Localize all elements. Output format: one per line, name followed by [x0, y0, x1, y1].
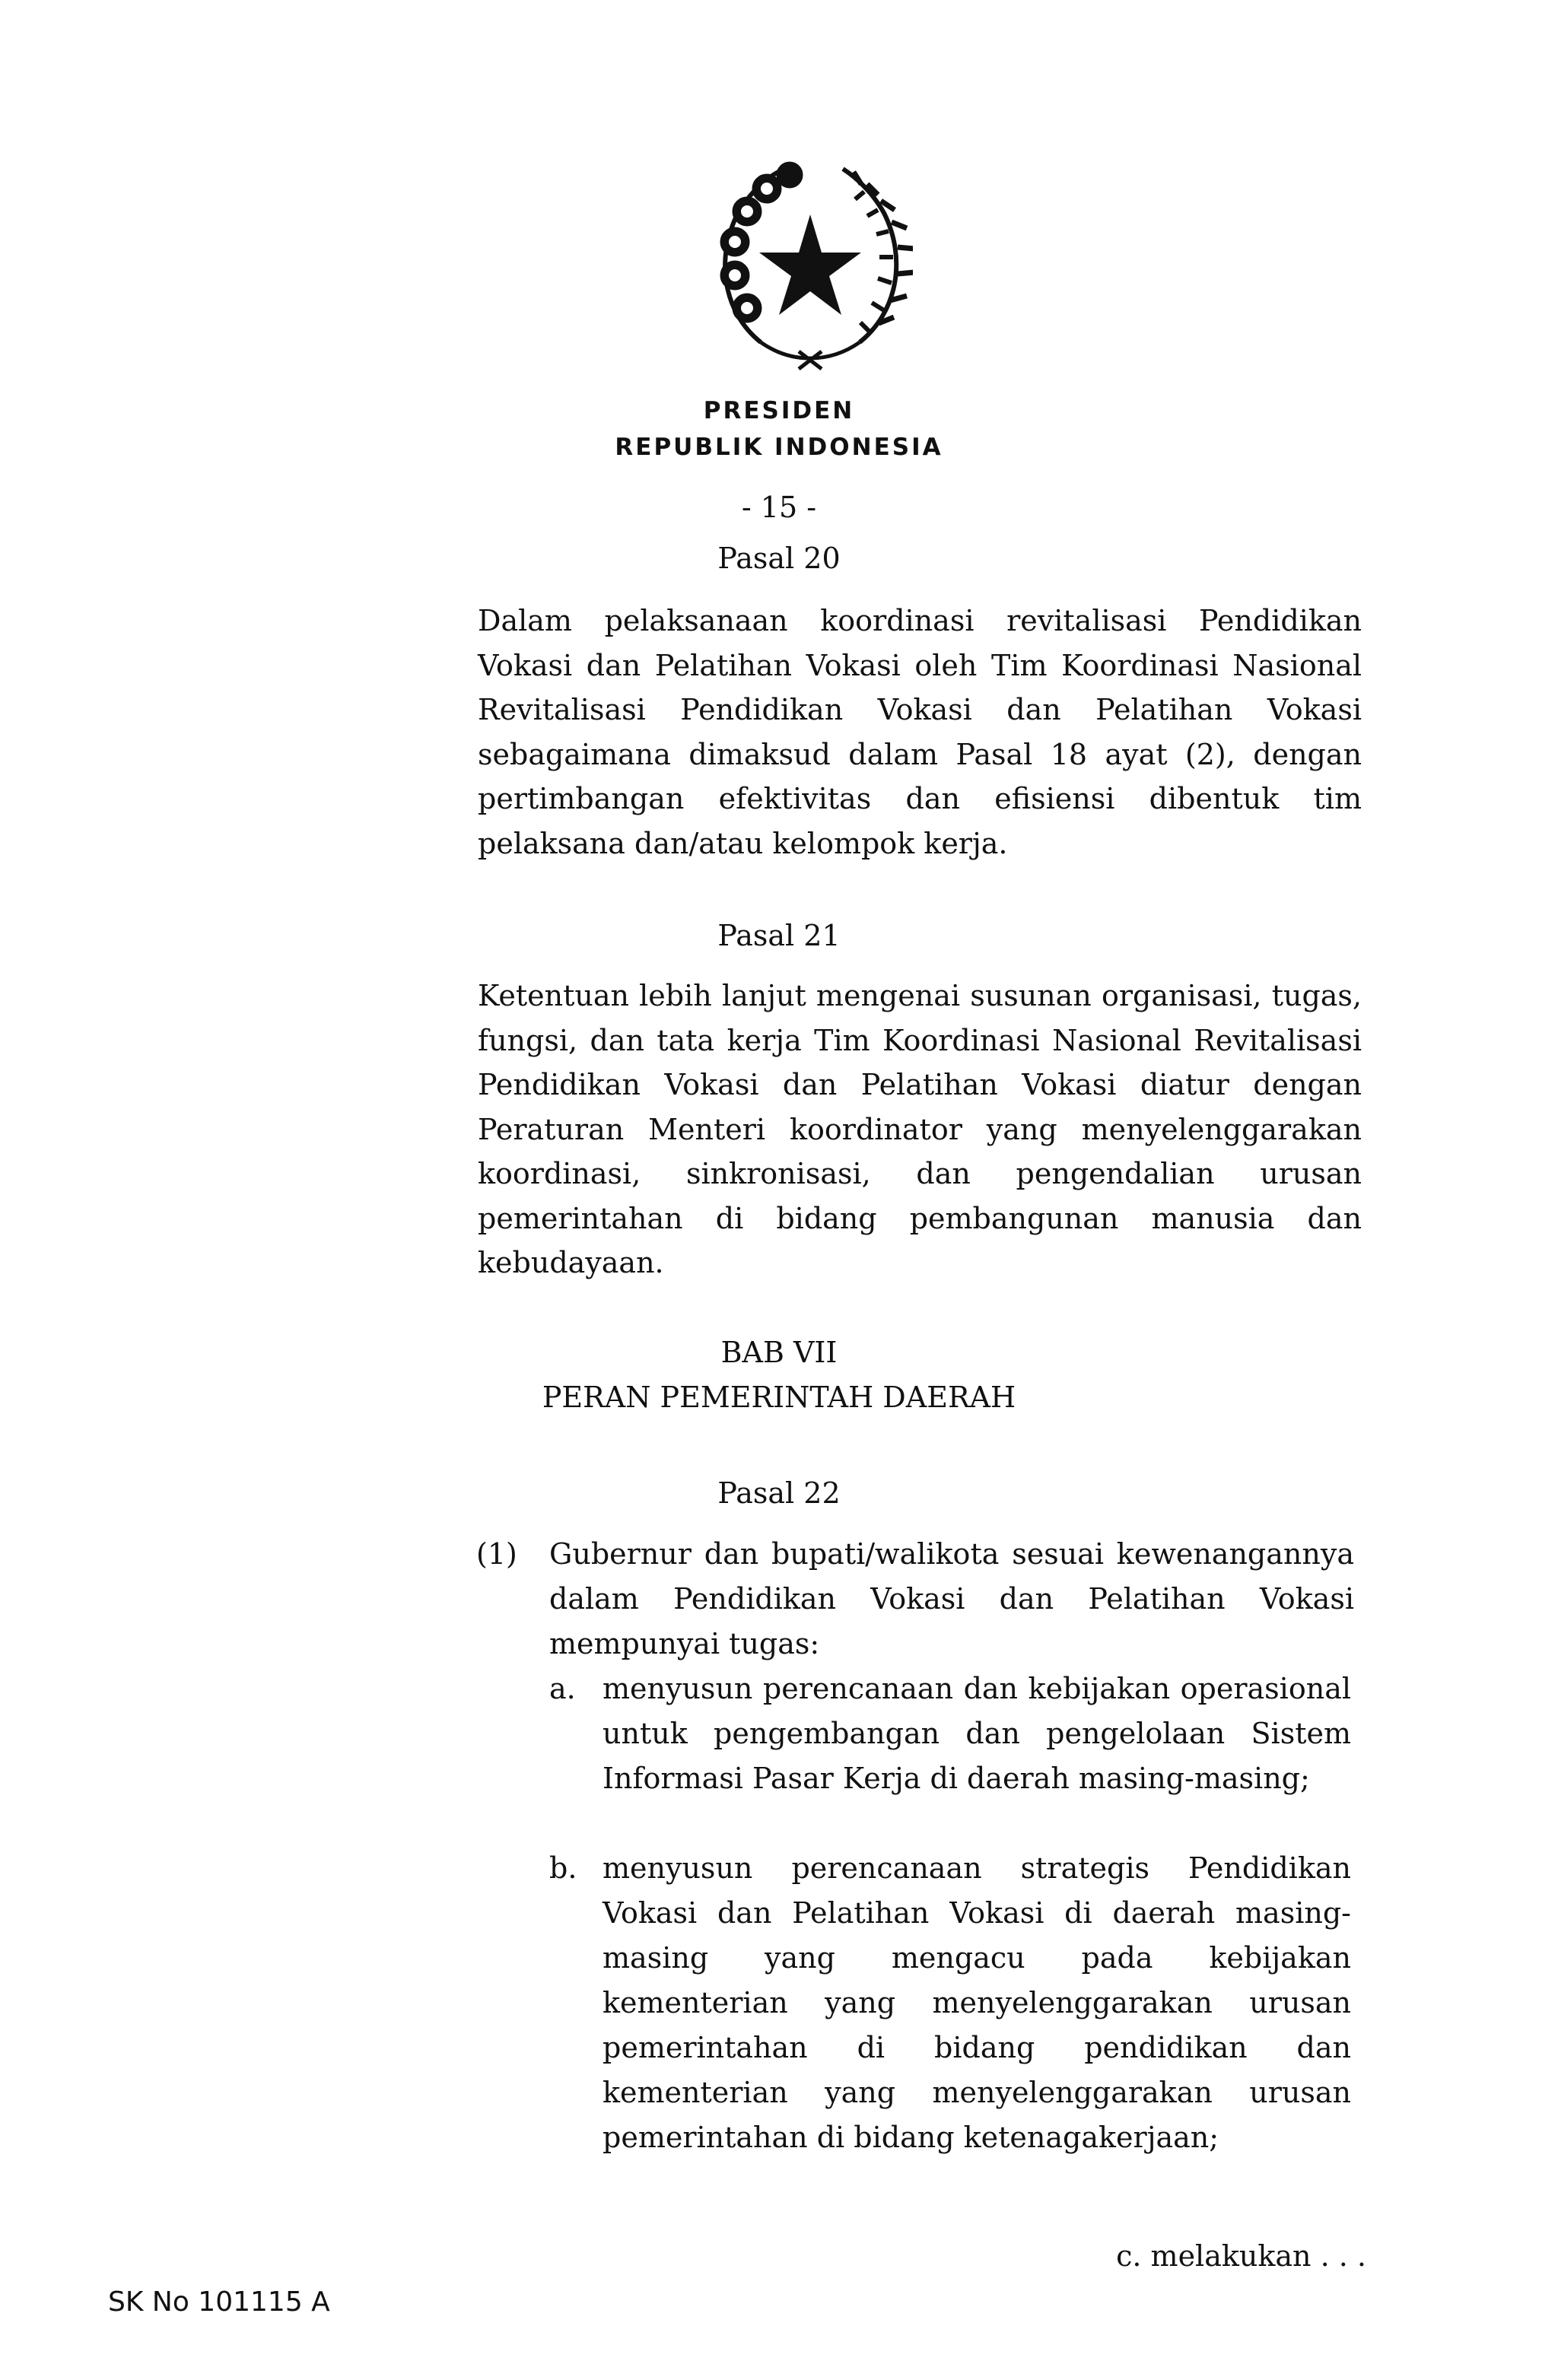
list-item-a-text: menyusun perencanaan dan kebijakan operasional untuk pengembangan dan pengelolaan Sistem Informasi Pasar Kerja di daerah masing-masing;	[603, 1672, 1351, 1795]
presidential-emblem-icon	[707, 152, 913, 373]
pasal-20-body: Dalam pelaksanaan koordinasi revitalisasi Pendidikan Vokasi dan Pelatihan Vokasi oleh Tim Koordinasi Nasional Revitalisasi Pendidikan Vokasi dan Pelatihan Vokasi sebagaimana dimaksud dalam Pasal 18 ayat (2), dengan pertimbangan efektivitas dan efisiensi dibentuk tim pelaksana dan/atau kelompok kerja.	[478, 604, 1362, 860]
pasal-21-body: Ketentuan lebih lanjut mengenai susunan organisasi, tugas, fungsi, dan tata kerja Tim Koordinasi Nasional Revitalisasi Pendidikan Vokasi dan Pelatihan Vokasi diatur dengan Peraturan Menteri koordinator yang menyelenggarakan koordinasi, sinkronisasi, dan pengendalian urusan pemerintahan di bidang pembangunan manusia dan kebudayaan.	[478, 979, 1362, 1279]
pasal-22-title: Pasal 22	[717, 1476, 841, 1510]
ayat-1-number: (1)	[476, 1537, 517, 1571]
list-item-b-text: menyusun perencanaan strategis Pendidikan Vokasi dan Pelatihan Vokasi di daerah masing-masing yang mengacu pada kebijakan kementerian yang menyelenggarakan urusan pemerintahan di bidang pendidikan dan kementerian yang menyelenggarakan urusan pemerintahan di bidang ketenagakerjaan;	[603, 1851, 1351, 2154]
ayat-1-text: Gubernur dan bupati/walikota sesuai kewenangannya dalam Pendidikan Vokasi dan Pelatihan Vokasi mempunyai tugas:	[549, 1537, 1354, 1660]
bab-number: BAB VII	[720, 1336, 838, 1369]
bab-title: PERAN PEMERINTAH DAERAH	[542, 1381, 1016, 1414]
header-presiden: PRESIDEN	[703, 397, 855, 424]
page-number: - 15 -	[741, 491, 817, 524]
pasal-20-title: Pasal 20	[717, 542, 841, 575]
header-republik-indonesia: REPUBLIK INDONESIA	[615, 434, 943, 461]
pasal-21-title: Pasal 21	[717, 919, 841, 952]
continuation-text: c. melakukan . . .	[1116, 2239, 1366, 2273]
list-item-a-letter: a.	[549, 1672, 576, 1705]
list-item-b-letter: b.	[549, 1851, 577, 1885]
document-code: SK No 101115 A	[108, 2286, 330, 2318]
